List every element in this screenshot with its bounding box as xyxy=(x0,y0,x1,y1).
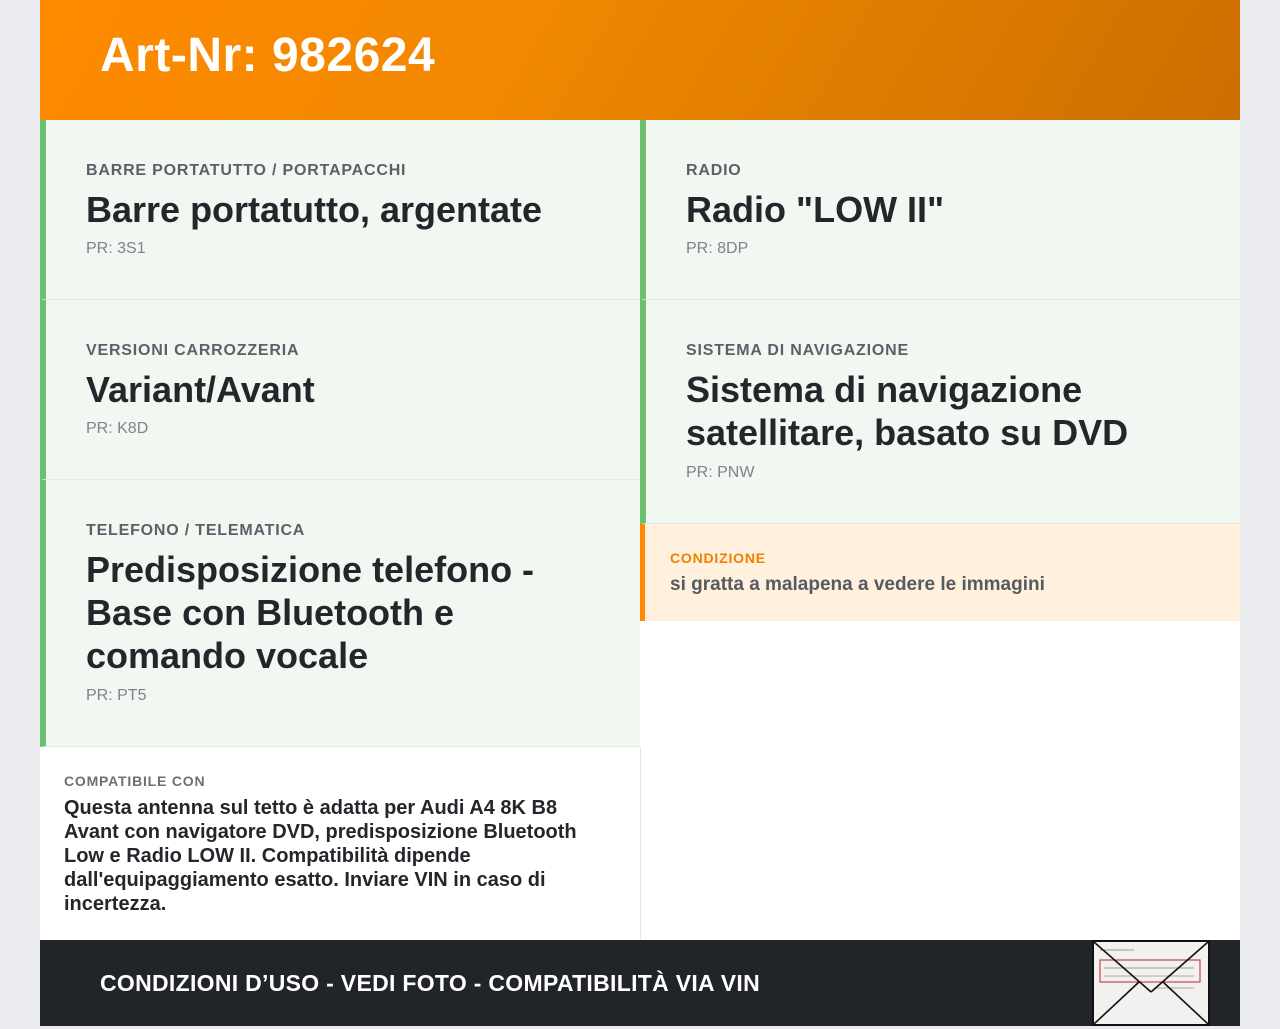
feature-pr-code: PR: 8DP xyxy=(686,240,749,257)
feature-label: SISTEMA DI NAVIGAZIONE xyxy=(686,342,909,359)
feature-value: Variant/Avant xyxy=(86,369,315,410)
feature-pr-code: PR: K8D xyxy=(86,420,149,437)
compatibility-label: COMPATIBILE CON xyxy=(64,773,206,789)
feature-roof-rails xyxy=(40,120,640,300)
feature-label: VERSIONI CARROZZERIA xyxy=(86,342,300,359)
condition-label: CONDIZIONE xyxy=(670,550,766,566)
feature-value: Radio "LOW II" xyxy=(686,189,945,230)
condition-text: si gratta a malapena a vedere le immagini xyxy=(670,574,1045,595)
feature-pr-code: PR: PT5 xyxy=(86,687,147,704)
feature-value: Barre portatutto, argentate xyxy=(86,189,543,230)
feature-body-version xyxy=(40,300,640,480)
feature-label: BARRE PORTATUTTO / PORTAPACCHI xyxy=(86,162,407,179)
page xyxy=(40,0,1240,1026)
compatibility-text: Questa antenna sul tetto è adatta per Audi A4 8K B8 Avant con navigatore DVD, predisposizione Bluetooth Low e Radio LOW II. Compatibilità dipende dall'equipaggiamento esatto. Inviare VIN in caso di incertezza. xyxy=(64,797,577,915)
compatibility-box xyxy=(40,747,641,940)
feature-label: TELEFONO / TELEMATICA xyxy=(86,522,306,539)
label-photo-thumbnail[interactable] xyxy=(1092,940,1210,1026)
feature-value: Predisposizione telefono - Base con Bluetooth e comando vocale xyxy=(86,549,535,676)
feature-telephone xyxy=(40,480,640,747)
page-title: Art-Nr: 982624 xyxy=(100,29,436,82)
feature-navigation xyxy=(640,300,1240,524)
feature-pr-code: PR: PNW xyxy=(686,464,755,481)
feature-value: Sistema di navigazione satellitare, basato su DVD xyxy=(686,369,1129,453)
footer-text: CONDIZIONI D’USO - VEDI FOTO - COMPATIBILITÀ VIA VIN xyxy=(100,970,761,996)
condition-box xyxy=(640,524,1240,621)
feature-label: RADIO xyxy=(686,162,742,179)
footer-bar xyxy=(40,940,1240,1026)
envelope-icon xyxy=(1094,942,1208,1024)
feature-radio xyxy=(640,120,1240,300)
feature-pr-code: PR: 3S1 xyxy=(86,240,146,257)
header-banner xyxy=(40,0,1240,120)
